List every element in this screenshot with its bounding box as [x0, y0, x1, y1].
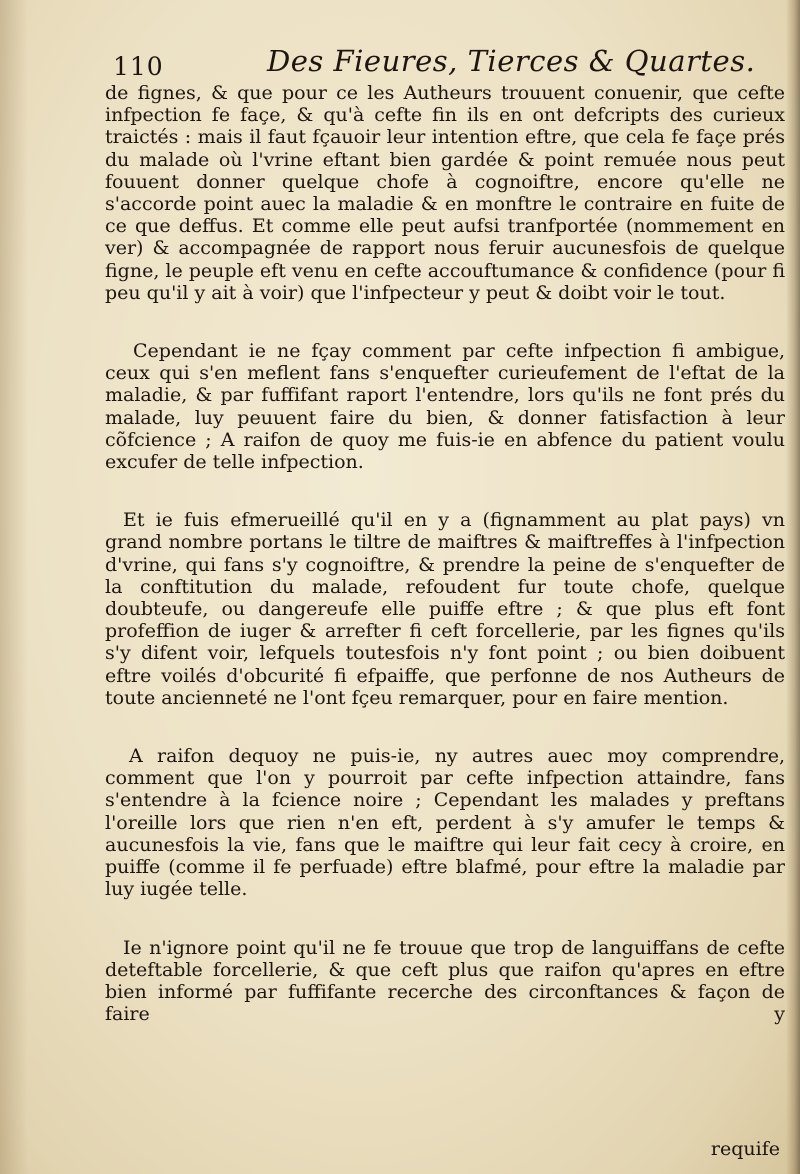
paragraph-2: Cependant ie ne fçay comment par cefte infpection fi ambigue, ceux qui s'en meflent fans s'enquefter curieufement de l'eftat de la maladie, & par fuffifant raport l'entendre, lors qu'ils ne font prés du malade, luy peuuent faire du bien, & donner fatisfaction à leur cõfcience ; A raifon de quoy me fuis-ie en abfence du patient voulu excufer de telle infpection.: [105, 340, 785, 474]
paragraph-4: A raifon dequoy ne puis-ie, ny autres auec moy comprendre, comment que l'on y pourroit par cefte infpection attaindre, fans s'entendre à la fcience noire ; Cependant les malades y preftans l'oreille lors que rien n'en eft, perdent à s'y amufer le temps & aucunesfois la vie, fans que le maiftre qui leur fait cecy à croire, en puiffe (comme il fe perfuade) eftre blafmé, pour eftre la maladie par luy iugée telle.: [105, 745, 785, 901]
body-text: [105, 82, 785, 1025]
paragraph-3: Et ie fuis efmerueillé qu'il en y a (fignamment au plat pays) vn grand nombre portans le tiltre de maiftres & maiftreffes à l'infpection d'vrine, qui fans s'y cognoiftre, & prendre la peine de s'enquefter de la conftitution du malade, refoudent fur toute chofe, quelque doubteufe, ou dangereufe elle puiffe eftre ; & que plus eft font profeffion de iuger & arrefter fi ceft forcellerie, par les fignes qu'ils s'y difent voir, lefquels toutesfois n'y font point ; ou bien doibuent eftre voilés d'obcurité fi efpaiffe, que perfonne de nos Autheurs de toute ancienneté ne l'ont fçeu remarquer, pour en faire mention.: [105, 509, 785, 709]
page-header: [107, 44, 787, 84]
paragraph-1: de fignes, & que pour ce les Autheurs trouuent conuenir, que cefte infpection fe façe, & qu'à cefte fin ils en ont defcripts des curieux traictés : mais il faut fçauoir leur intention eftre, que cela fe façe prés du malade où l'vrine eftant bien gardée & point remuée nous peut fouuent donner quelque chofe à cognoiftre, encore qu'elle ne s'accorde point auec la maladie & en monftre le contraire en fuite de ce que deffus. Et comme elle peut aufsi tranfportée (nommement en ver) & accompagnée de rapport nous feruir aucunesfois de quelque figne, le peuple eft venu en cefte accouftumance & confidence (pour fi peu qu'il y ait à voir) que l'infpecteur y peut & doibt voir le tout.: [105, 82, 785, 304]
page-gutter-shadow: [0, 0, 28, 1174]
catchword: requife: [710, 1138, 780, 1160]
page-number: 110: [113, 52, 164, 81]
page-edge-shadow: [786, 0, 800, 1174]
running-title: Des Fieures, Tierces & Quartes.: [267, 44, 756, 78]
paragraph-5: Ie n'ignore point qu'il ne fe trouue que trop de languiffans de cefte deteftable forcellerie, & que ceft plus que raifon qu'apres en eftre bien informé par fuffifante recerche des circonftances & façon de faire y: [105, 936, 785, 1026]
